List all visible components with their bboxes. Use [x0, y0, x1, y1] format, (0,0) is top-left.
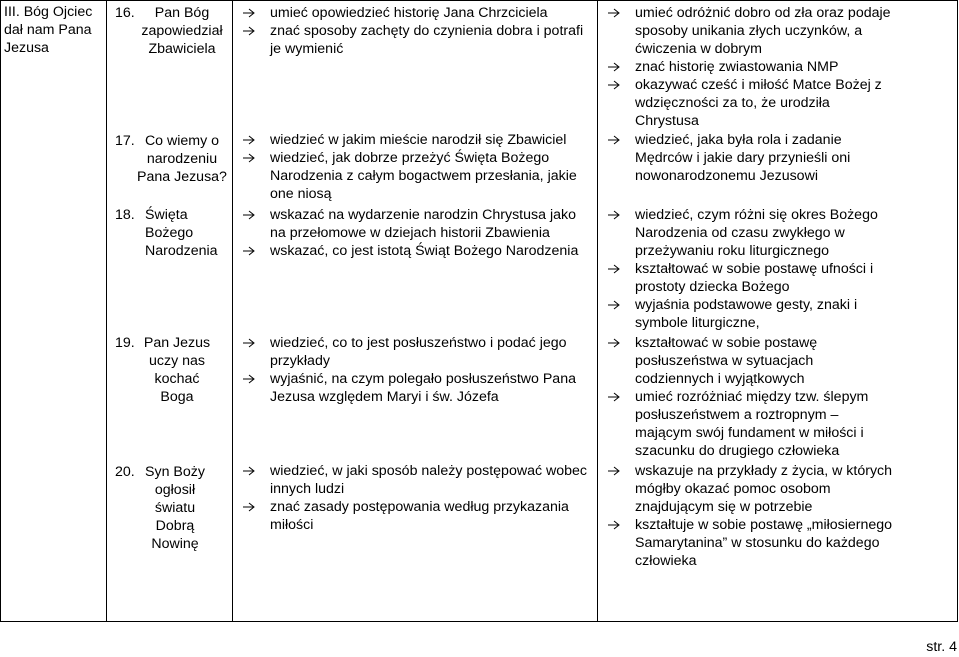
list-item	[596, 296, 896, 332]
topic-number: 17.	[115, 133, 135, 149]
list-item	[596, 58, 896, 76]
arrow-bullet-icon	[241, 206, 257, 224]
arrow-bullet-icon	[241, 4, 257, 22]
list-item	[596, 206, 896, 260]
list-item-text: wiedzieć, co to jest posłuszeństwo i podać jego przykłady	[270, 335, 567, 369]
list-item-text: kształtuje w sobie postawę „miłosiernego Samarytanina” w stosunku do każdego człowieka	[635, 517, 893, 569]
requirements-group-18	[231, 206, 595, 260]
topic-title: Pan Jezus uczy nas kochać Boga	[143, 335, 211, 405]
list-item	[231, 498, 595, 534]
attitudes-group-18	[596, 206, 896, 332]
list-item-text: wiedzieć w jakim mieście narodził się Zbawiciel	[270, 132, 567, 148]
arrow-bullet-icon	[606, 334, 622, 352]
topic-title: Pan Bóg zapowiedział Zbawiciela	[141, 5, 223, 57]
list-item	[596, 4, 896, 58]
list-item	[231, 4, 595, 22]
arrow-bullet-icon	[606, 76, 622, 94]
attitudes-group-17	[596, 131, 896, 185]
arrow-bullet-icon	[606, 388, 622, 406]
list-item	[231, 206, 595, 242]
list-item-text: znać sposoby zachęty do czynienia dobra i potrafi je wymienić	[270, 23, 584, 57]
arrow-bullet-icon	[606, 58, 622, 76]
list-item-text: wiedzieć, jaka była rola i zadanie Mędrców i jakie dary przynieśli oni nowonarodzonemu Jezusowi	[635, 132, 851, 184]
arrow-bullet-icon	[241, 370, 257, 388]
topic-title: Co wiemy o narodzeniu Pana Jezusa?	[137, 133, 227, 185]
list-item-text: kształtować w sobie postawę ufności i prostoty dziecka Bożego	[635, 261, 874, 295]
list-item	[596, 388, 896, 460]
unit-cell	[1, 1, 107, 622]
list-item-text: kształtować w sobie postawę posłuszeństwa w sytuacjach codziennych i wyjątkowych	[635, 335, 818, 387]
list-item-text: umieć opowiedzieć historię Jana Chrzciciela	[270, 5, 548, 21]
topic-19	[106, 334, 230, 406]
requirements-group-17	[231, 131, 595, 203]
list-item-text: wskazuje na przykłady z życia, w których mógłby okazać pomoc osobom znajdującym się w potrzebie	[635, 463, 893, 515]
attitudes-group-20	[596, 462, 896, 570]
list-item-text: okazywać cześć i miłość Matce Bożej z wdzięczności za to, że urodziła Chrystusa	[635, 77, 882, 129]
unit-title: III. Bóg Ojciec dał nam Pana Jezusa	[4, 4, 93, 56]
topic-number: 19.	[115, 335, 135, 351]
arrow-bullet-icon	[606, 131, 622, 149]
arrow-bullet-icon	[241, 149, 257, 167]
list-item	[596, 260, 896, 296]
arrow-bullet-icon	[606, 4, 622, 22]
list-item	[596, 516, 896, 570]
topic-title: Święta Bożego Narodzenia	[145, 207, 218, 259]
requirements-group-19	[231, 334, 595, 406]
list-item-text: umieć odróżnić dobro od zła oraz podaje sposoby unikania złych uczynków, a ćwiczenia w dobrym	[635, 5, 891, 57]
list-item-text: wskazać, co jest istotą Świąt Bożego Narodzenia	[270, 243, 579, 259]
list-item	[231, 22, 595, 58]
arrow-bullet-icon	[241, 22, 257, 40]
arrow-bullet-icon	[241, 131, 257, 149]
list-item	[231, 462, 595, 498]
arrow-bullet-icon	[241, 498, 257, 516]
attitudes-group-19	[596, 334, 896, 460]
list-item-text: umieć rozróżniać między tzw. ślepym posłuszeństwem a roztropnym – mającym swój fundament w miłości i szacunku do drugiego człowieka	[635, 389, 869, 459]
list-item-text: wiedzieć, jak dobrze przeżyć Święta Bożego Narodzenia z całym bogactwem przesłania, jakie one niosą	[270, 150, 577, 202]
arrow-bullet-icon	[241, 242, 257, 260]
list-item	[231, 149, 595, 203]
arrow-bullet-icon	[606, 260, 622, 278]
list-item	[231, 370, 595, 406]
list-item-text: wyjaśnia podstawowe gesty, znaki i symbole liturgiczne,	[635, 297, 858, 331]
topic-16	[106, 4, 230, 58]
list-item	[231, 131, 595, 149]
arrow-bullet-icon	[606, 296, 622, 314]
list-item-text: wiedzieć, czym różni się okres Bożego Narodzenia od czasu zwykłego w przeżywaniu roku liturgicznego	[635, 207, 878, 259]
arrow-bullet-icon	[241, 462, 257, 480]
list-item-text: znać historię zwiastowania NMP	[635, 59, 839, 75]
topic-number: 20.	[115, 464, 135, 480]
topic-number: 18.	[115, 207, 135, 223]
topic-17	[106, 132, 230, 186]
list-item	[596, 334, 896, 388]
topic-number: 16.	[115, 5, 135, 21]
topic-20	[106, 463, 230, 553]
list-item-text: wiedzieć, w jaki sposób należy postępować wobec innych ludzi	[270, 463, 588, 497]
arrow-bullet-icon	[606, 206, 622, 224]
list-item	[596, 462, 896, 516]
arrow-bullet-icon	[606, 516, 622, 534]
requirements-group-16	[231, 4, 595, 58]
list-item	[231, 334, 595, 370]
list-item-text: wskazać na wydarzenie narodzin Chrystusa jako na przełomowe w dziejach historii Zbawienia	[270, 207, 576, 241]
list-item-text: wyjaśnić, na czym polegało posłuszeństwo Pana Jezusa względem Maryi i św. Józefa	[270, 371, 576, 405]
topic-title: Syn Boży ogłosił światu Dobrą Nowinę	[145, 464, 205, 552]
attitudes-group-16	[596, 4, 896, 130]
topic-18	[106, 206, 230, 260]
page-number: str. 4	[926, 639, 957, 655]
list-item	[596, 76, 896, 130]
list-item	[231, 242, 595, 260]
arrow-bullet-icon	[241, 334, 257, 352]
arrow-bullet-icon	[606, 462, 622, 480]
list-item-text: znać zasady postępowania według przykazania miłości	[270, 499, 569, 533]
requirements-group-20	[231, 462, 595, 534]
list-item	[596, 131, 896, 185]
